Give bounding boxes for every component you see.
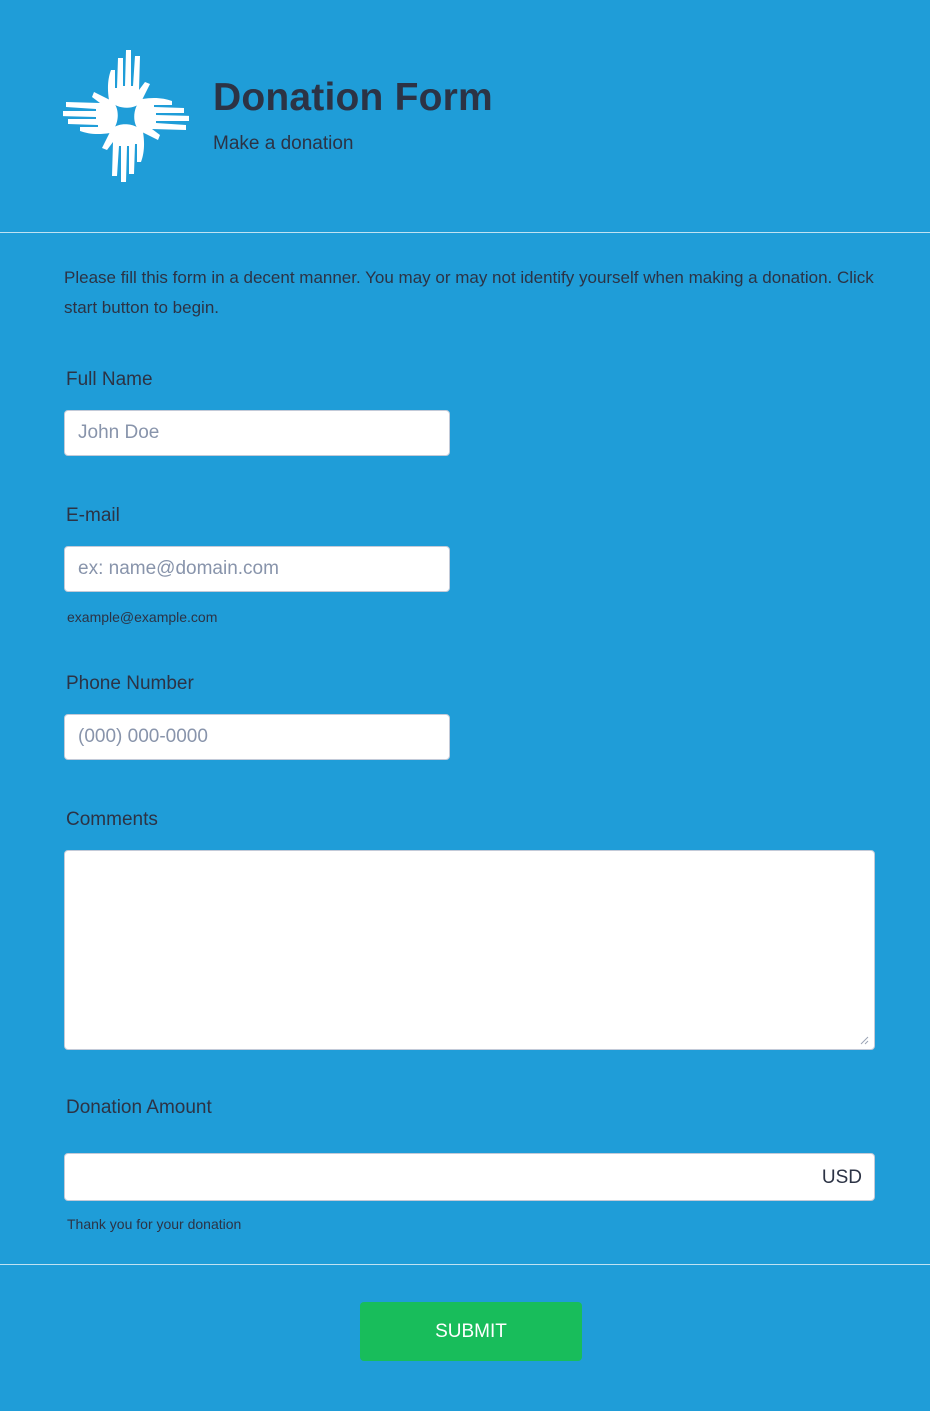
page-title: Donation Form	[213, 76, 493, 119]
header-divider	[0, 232, 930, 233]
submit-button[interactable]: SUBMIT	[360, 1302, 582, 1361]
email-input[interactable]	[64, 546, 450, 592]
phone-label: Phone Number	[66, 673, 194, 694]
donation-amount-sublabel: Thank you for your donation	[67, 1216, 242, 1232]
phone-input[interactable]	[64, 714, 450, 760]
form-intro-text: Please fill this form in a decent manner. You may or may not identify yourself when making a donation. Click start button to begin.	[64, 268, 874, 317]
donation-amount-label: Donation Amount	[66, 1097, 212, 1118]
footer-divider	[0, 1264, 930, 1265]
resize-grip-icon[interactable]	[859, 1035, 869, 1045]
email-label: E-mail	[66, 505, 120, 526]
comments-textarea[interactable]	[64, 850, 875, 1050]
email-sublabel: example@example.com	[67, 609, 218, 625]
full-name-input[interactable]	[64, 410, 450, 456]
helping-hands-icon	[63, 48, 189, 184]
currency-label: USD	[821, 1167, 862, 1188]
donation-amount-field	[64, 1153, 875, 1201]
donation-amount-input[interactable]	[65, 1154, 805, 1200]
page-subtitle: Make a donation	[213, 133, 354, 154]
comments-label: Comments	[66, 809, 158, 830]
form-header	[0, 0, 930, 232]
full-name-label: Full Name	[66, 369, 153, 390]
